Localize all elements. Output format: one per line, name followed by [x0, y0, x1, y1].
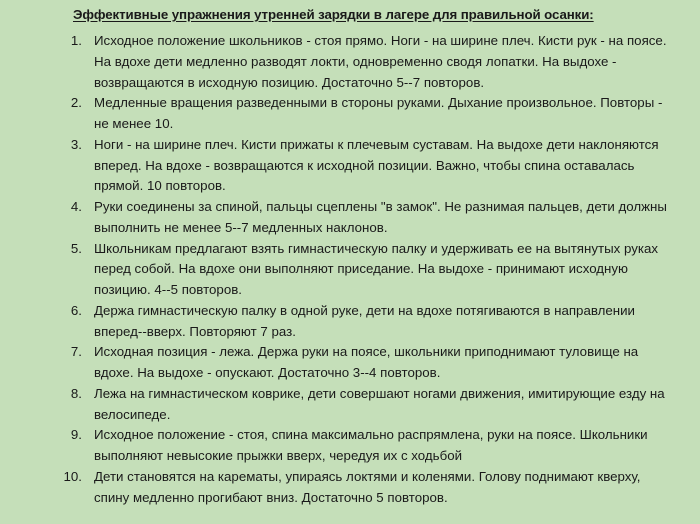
list-item [14, 467, 686, 509]
list-item [14, 384, 686, 426]
item-number: 7. [70, 344, 82, 360]
item-number: 6. [70, 302, 82, 318]
item-number: 10. [63, 468, 82, 484]
item-number: 5. [70, 240, 82, 256]
item-text: Дети становятся на карематы, упираясь локтями и коленями. Голову поднимают кверху, спину медленно прогибают вниз. Достаточно 5 повторов. [94, 468, 641, 505]
list-item [14, 135, 686, 197]
item-number: 2. [70, 95, 82, 111]
list-item [14, 197, 686, 239]
item-text: Медленные вращения разведенными в стороны руками. Дыхание произвольное. Повторы - не менее 10. [94, 95, 663, 131]
list-item [14, 425, 686, 467]
item-number: 8. [70, 385, 82, 401]
list-item [14, 239, 686, 301]
list-item [14, 301, 686, 343]
item-text: Ноги - на ширине плеч. Кисти прижаты к плечевым суставам. На выдохе дети наклоняются вперед. На вдохе - возвращаются к исходной позиции. Важно, чтобы спина оставалась прямой. 10 повторов. [94, 136, 659, 194]
item-number: 9. [70, 427, 82, 443]
item-text: Исходное положение школьников - стоя прямо. Ноги - на ширине плеч. Кисти рук - на поясе. На вдохе дети медленно разводят локти, одновременно сводя лопатки. На выдохе - возвращаются в исходную позицию. Достаточно 5--7 повторов. [94, 33, 667, 90]
item-number: 1. [70, 33, 82, 48]
list-item [14, 31, 686, 93]
item-text: Лежа на гимнастическом коврике, дети совершают ногами движения, имитирующие езду на велосипеде. [94, 385, 665, 422]
item-number: 4. [70, 199, 82, 214]
item-text: Держа гимнастическую палку в одной руке, дети на вдохе потягиваются в направлении вперед--вверх. Повторяют 7 раз. [94, 302, 635, 339]
item-text: Исходная позиция - лежа. Держа руки на поясе, школьники приподнимают туловище на вдохе. На выдохе - опускают. Достаточно 3--4 повторов. [94, 344, 639, 380]
list-item [14, 93, 686, 135]
item-number: 3. [70, 136, 82, 152]
item-text: Школьникам предлагают взять гимнастическую палку и удерживать ее на вытянутых руках перед собой. На вдохе они выполняют приседание. На выдохе - принимают исходную позицию. 4--5 повторов. [94, 240, 659, 297]
item-text: Руки соединены за спиной, пальцы сцеплены "в замок". Не разнимая пальцев, дети должны выполнить не менее 5--7 медленных наклонов. [94, 199, 667, 235]
list-item [14, 342, 686, 384]
item-text: Исходное положение - стоя, спина максимально распрямлена, руки на поясе. Школьники выполняют невысокие прыжки вверх, чередуя их с ходьбой [94, 427, 648, 463]
document-title: Эффективные упражнения утренней зарядки в лагере для правильной осанки: [73, 7, 594, 22]
exercise-list [14, 31, 686, 508]
